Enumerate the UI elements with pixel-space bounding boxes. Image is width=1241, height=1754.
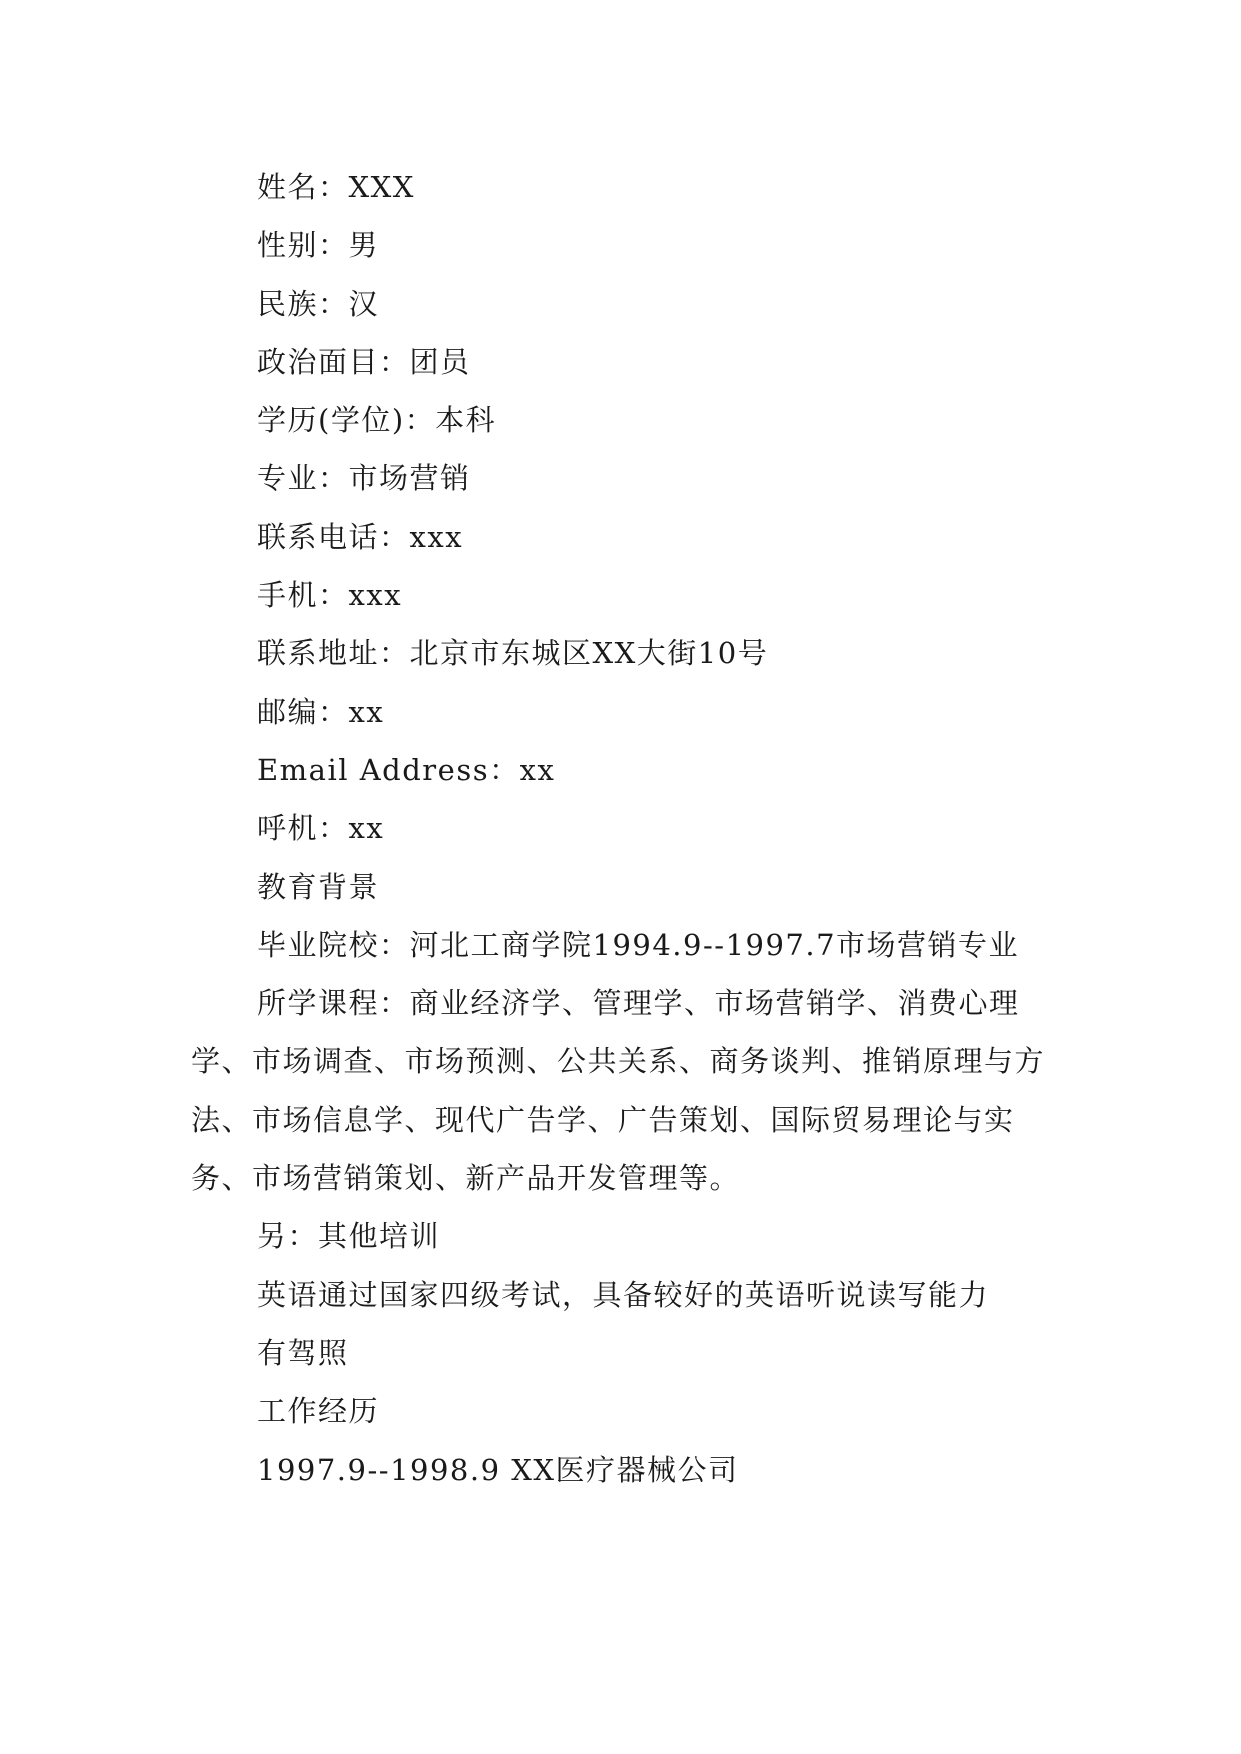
work-entry-line: 1997.9--1998.9 XX医疗器械公司 xyxy=(257,1452,739,1487)
phone-line: 联系电话：xxx xyxy=(257,519,464,554)
address-line: 联系地址：北京市东城区XX大街10号 xyxy=(257,636,769,671)
courses-paragraph: 所学课程：商业经济学、管理学、市场营销学、消费心理学、市场调查、市场预测、公共关系、商务谈判、推销原理与方法、市场信息学、现代广告学、广告策划、国际贸易理论与实务、市场营销策划、新产品开发管理等。 xyxy=(191,986,1046,1196)
political-status-line: 政治面目：团员 xyxy=(257,344,471,379)
degree-line: 学历(学位)：本科 xyxy=(257,403,497,438)
pager-line: 呼机：xx xyxy=(257,811,385,846)
other-training-line: 另：其他培训 xyxy=(257,1219,441,1254)
work-experience-heading: 工作经历 xyxy=(257,1394,380,1429)
driver-license-line: 有驾照 xyxy=(257,1335,349,1370)
gender-line: 性别：男 xyxy=(257,228,380,263)
resume-body xyxy=(191,158,1057,1499)
major-line: 专业：市场营销 xyxy=(257,461,471,496)
education-heading: 教育背景 xyxy=(257,869,380,904)
mobile-line: 手机：xxx xyxy=(257,578,403,613)
ethnicity-line: 民族：汉 xyxy=(257,286,380,321)
email-line: Email Address：xx xyxy=(257,752,556,787)
name-line: 姓名：XXX xyxy=(257,170,415,204)
postcode-line: 邮编：xx xyxy=(257,694,385,729)
graduation-school-paragraph: 毕业院校：河北工商学院1994.9--1997.7市场营销专业 xyxy=(257,927,1020,962)
english-skill-line: 英语通过国家四级考试，具备较好的英语听说读写能力 xyxy=(257,1277,990,1312)
